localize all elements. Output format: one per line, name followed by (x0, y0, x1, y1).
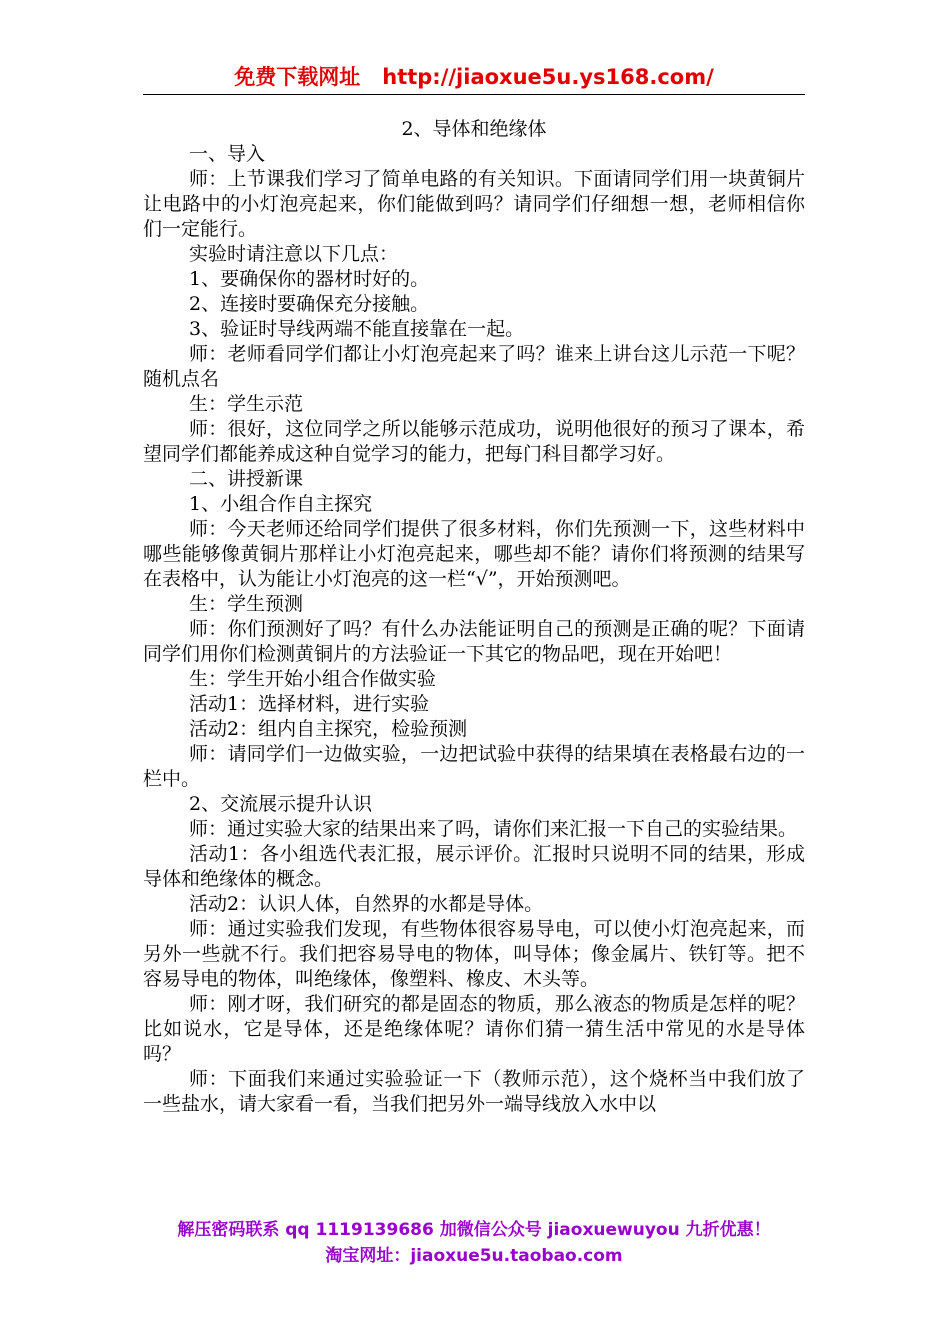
paragraph: 生：学生开始小组合作做实验 (189, 668, 437, 690)
document-body (143, 117, 805, 1117)
header-url-link[interactable]: http://jiaoxue5u.ys168.com/ (382, 65, 714, 89)
paragraph: 2、交流展示提升认识 (189, 793, 373, 815)
paragraph: 3、验证时导线两端不能直接靠在一起。 (189, 318, 525, 340)
paragraph: 1、要确保你的器材时好的。 (189, 268, 430, 290)
paragraph: 师：上节课我们学习了简单电路的有关知识。下面请同学们用一块黄铜片让电路中的小灯泡亮起来，你们能做到吗？请同学们仔细想一想，老师相信你们一定能行。 (143, 168, 805, 240)
paragraph: 师：很好，这位同学之所以能够示范成功，说明他很好的预习了课本，希望同学们都能养成这种自觉学习的能力，把每门科目都学习好。 (143, 418, 805, 465)
paragraph: 师：今天老师还给同学们提供了很多材料，你们先预测一下，这些材料中哪些能够像黄铜片那样让小灯泡亮起来，哪些却不能？请你们将预测的结果写在表格中，认为能让小灯泡亮的这一栏“√”，开始预测吧。 (143, 518, 805, 590)
paragraph: 活动2：组内自主探究，检验预测 (189, 718, 468, 740)
paragraph: 师：请同学们一边做实验，一边把试验中获得的结果填在表格最右边的一栏中。 (143, 743, 805, 790)
paragraph: 1、小组合作自主探究 (189, 493, 373, 515)
header-download-label: 免费下载网址 (234, 65, 361, 89)
page-footer (143, 1217, 805, 1269)
paragraph: 2、连接时要确保充分接触。 (189, 293, 430, 315)
paragraph: 师：下面我们来通过实验验证一下（教师示范），这个烧杯当中我们放了一些盐水，请大家看一看，当我们把另外一端导线放入水中以 (143, 1068, 805, 1115)
paragraph: 师：老师看同学们都让小灯泡亮起来了吗？谁来上讲台这儿示范一下呢？随机点名 (143, 343, 805, 390)
paragraph: 二、讲授新课 (189, 468, 304, 490)
footer-contact-line: 解压密码联系 qq 1119139686 加微信公众号 jiaoxuewuyou 九折优惠！ (177, 1220, 771, 1240)
footer-taobao-link[interactable]: 淘宝网址：jiaoxue5u.taobao.com (325, 1246, 623, 1266)
paragraph: 师：刚才呀，我们研究的都是固态的物质，那么液态的物质是怎样的呢？比如说水，它是导体，还是绝缘体呢？请你们猜一猜生活中常见的水是导体吗？ (143, 993, 805, 1065)
document-title: 2、导体和绝缘体 (401, 118, 547, 140)
paragraph: 生：学生示范 (189, 393, 304, 415)
paragraph: 师：通过实验我们发现，有些物体很容易导电，可以使小灯泡亮起来，而另外一些就不行。我们把容易导电的物体，叫导体；像金属片、铁钉等。把不容易导电的物体，叫绝缘体，像塑料、橡皮、木头等。 (143, 918, 805, 990)
paragraph: 一、导入 (189, 143, 266, 165)
paragraph: 师：你们预测好了吗？有什么办法能证明自己的预测是正确的呢？下面请同学们用你们检测黄铜片的方法验证一下其它的物品吧，现在开始吧！ (143, 618, 805, 665)
page-header (143, 60, 805, 95)
paragraph: 师：通过实验大家的结果出来了吗，请你们来汇报一下自己的实验结果。 (189, 818, 798, 840)
paragraph: 活动1：各小组选代表汇报，展示评价。汇报时只说明不同的结果，形成导体和绝缘体的概念。 (143, 843, 805, 890)
paragraph: 生：学生预测 (189, 593, 304, 615)
paragraph: 活动1：选择材料，进行实验 (189, 693, 430, 715)
paragraph: 实验时请注意以下几点： (189, 243, 399, 265)
paragraph: 活动2：认识人体，自然界的水都是导体。 (189, 893, 544, 915)
